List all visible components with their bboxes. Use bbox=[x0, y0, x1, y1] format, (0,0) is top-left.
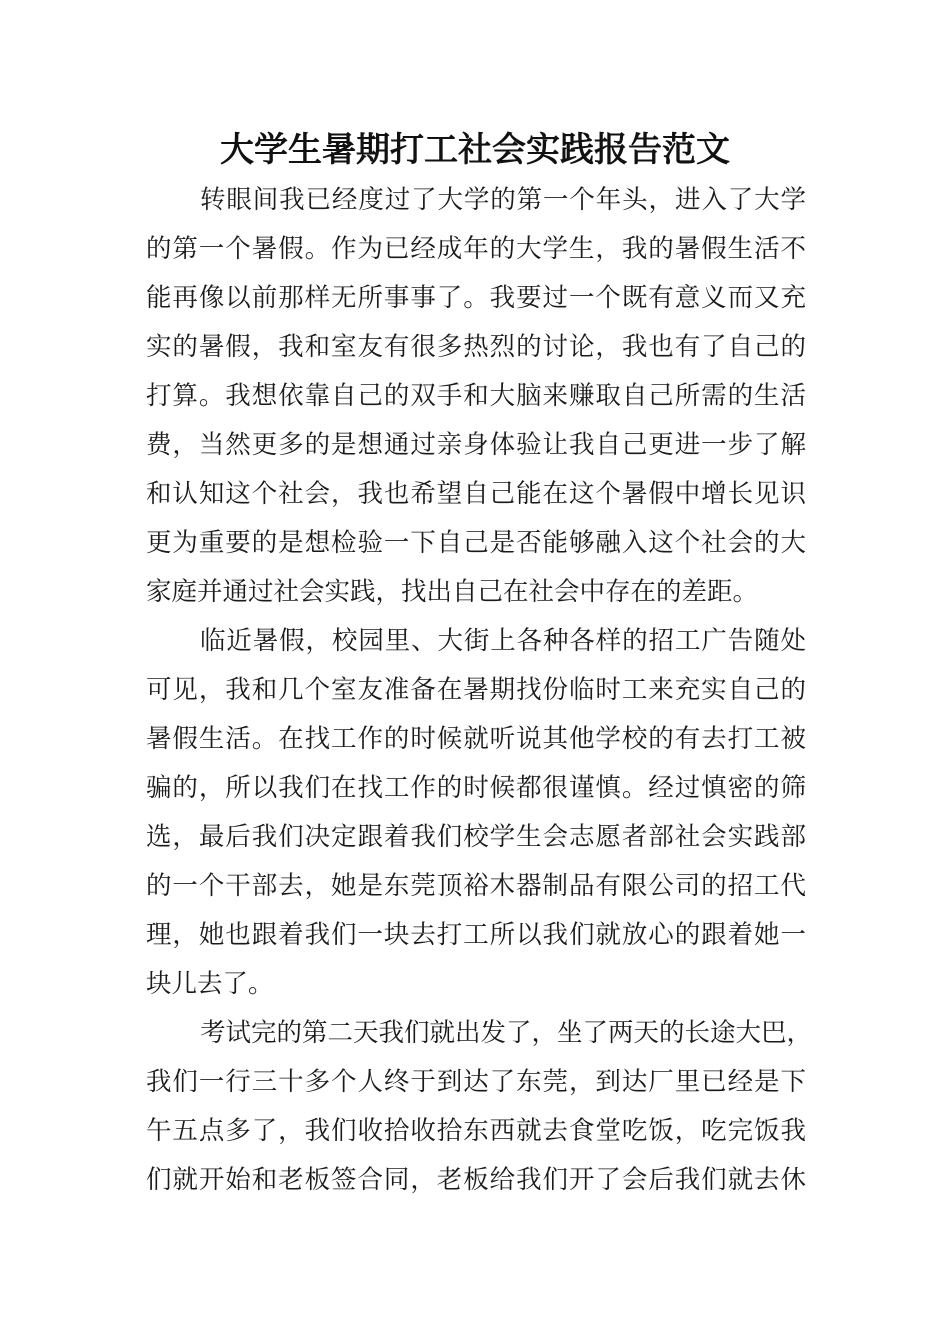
paragraph-line: 实的暑假，我和室友有很多热烈的讨论，我也有了自己的 bbox=[146, 332, 806, 362]
paragraph-line: 我们一行三十多个人终于到达了东莞，到达厂里已经是下 bbox=[146, 1067, 806, 1097]
paragraph-1 bbox=[146, 176, 806, 617]
paragraph-line: 费，当然更多的是想通过亲身体验让我自己更进一步了解 bbox=[146, 430, 806, 460]
paragraph-line: 暑假生活。在找工作的时候就听说其他学校的有去打工被 bbox=[146, 724, 806, 754]
paragraph-line: 更为重要的是想检验一下自己是否能够融入这个社会的大 bbox=[146, 528, 806, 558]
paragraph-line: 和认知这个社会，我也希望自己能在这个暑假中增长见识 bbox=[146, 479, 806, 509]
paragraph-line: 们就开始和老板签合同，老板给我们开了会后我们就去休 bbox=[146, 1165, 806, 1195]
paragraph-line: 可见，我和几个室友准备在暑期找份临时工来充实自己的 bbox=[146, 675, 806, 705]
paragraph-line: 理，她也跟着我们一块去打工所以我们就放心的跟着她一 bbox=[146, 920, 806, 950]
paragraph-line: 骗的，所以我们在找工作的时候都很谨慎。经过慎密的筛 bbox=[146, 773, 806, 803]
paragraph-3 bbox=[146, 1009, 813, 1205]
paragraph-line: 临近暑假，校园里、大街上各种各样的招工广告随处 bbox=[200, 626, 806, 656]
document-body bbox=[146, 176, 813, 1205]
paragraph-line: 选，最后我们决定跟着我们校学生会志愿者部社会实践部 bbox=[146, 822, 806, 852]
document-title: 大学生暑期打工社会实践报告范文 bbox=[220, 130, 730, 170]
paragraph-line: 家庭并通过社会实践，找出自己在社会中存在的差距。 bbox=[146, 577, 759, 607]
paragraph-line: 打算。我想依靠自己的双手和大脑来赚取自己所需的生活 bbox=[146, 381, 806, 411]
paragraph-line: 的第一个暑假。作为已经成年的大学生，我的暑假生活不 bbox=[146, 234, 806, 264]
paragraph-2 bbox=[146, 617, 806, 1009]
paragraph-line: 考试完的第二天我们就出发了，坐了两天的长途大巴， bbox=[200, 1018, 813, 1048]
paragraph-line: 转眼间我已经度过了大学的第一个年头，进入了大学 bbox=[200, 185, 806, 215]
paragraph-line: 块儿去了。 bbox=[146, 969, 274, 999]
paragraph-line: 午五点多了，我们收拾收拾东西就去食堂吃饭，吃完饭我 bbox=[146, 1116, 806, 1146]
paragraph-line: 能再像以前那样无所事事了。我要过一个既有意义而又充 bbox=[146, 283, 806, 313]
paragraph-line: 的一个干部去，她是东莞顶裕木器制品有限公司的招工代 bbox=[146, 871, 806, 901]
